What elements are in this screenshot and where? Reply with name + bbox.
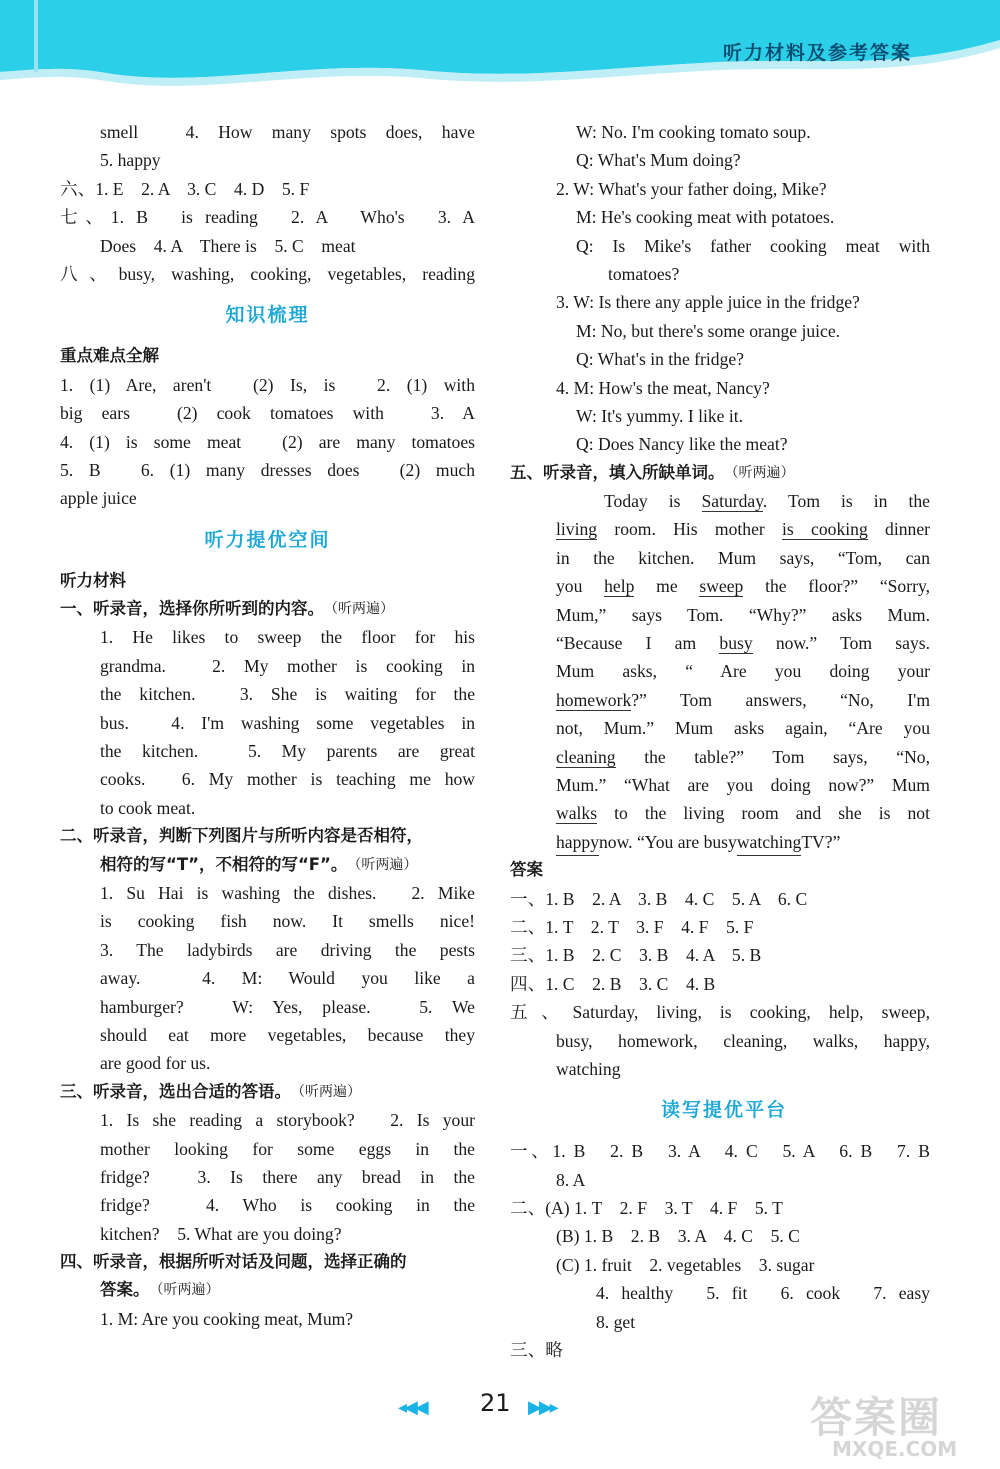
transcript-line: 1. Is she reading a storybook? 2. Is your [100, 1110, 475, 1131]
passage-line [556, 572, 930, 600]
transcript-line: 1. He likes to sweep the floor for his [100, 627, 475, 648]
passage-line [556, 487, 930, 515]
transcript-line: mother looking for some eggs in the [100, 1138, 475, 1159]
page-header [0, 0, 1000, 100]
question-heading [60, 1248, 475, 1276]
transcript-line: to cook meat. [100, 797, 196, 818]
watermark-text: 答案圈 [810, 1393, 943, 1442]
answer-line: 五、Saturday, living, is cooking, help, sweep, [510, 1002, 930, 1023]
answer-line: apple juice [60, 488, 137, 509]
answer-line: 1. (1) Are, aren't (2) Is, is 2. (1) with [60, 374, 475, 395]
answer-line: (C) 1. fruit 2. vegetables 3. sugar [556, 1254, 815, 1275]
answer-line: 4. (1) is some meat (2) are many tomatoes [60, 431, 475, 452]
question-heading [60, 1276, 475, 1304]
transcript-line: is cooking fish now. It smells nice! [100, 911, 475, 932]
question-heading-text: 一、听录音，选择你所听到的内容。 [60, 599, 324, 619]
cloze-passage [518, 487, 930, 856]
text: now.” Tom says. [752, 633, 930, 654]
question-heading-text: 三、听录音，选出合适的答语。 [60, 1081, 291, 1101]
passage-line: not, Mum.” Mum asks again, “Are you [556, 718, 930, 739]
filled-blank: homework [556, 689, 632, 710]
text: . Tom is in the [762, 491, 930, 512]
transcript-line: away. 4. M: Would you like a [100, 968, 475, 989]
dialog-line: 4. M: How's the meat, Nancy? [556, 377, 770, 398]
question-note: （听两遍） [149, 1282, 220, 1299]
dialog-line: Q: What's in the fridge? [576, 349, 744, 370]
filled-blank: living [556, 519, 598, 540]
transcript-line: should eat more vegetables, because they [100, 1024, 475, 1045]
dialog-line: W: No. I'm cooking tomato soup. [576, 122, 811, 142]
filled-blank: Saturday [701, 491, 763, 512]
filled-blank: cleaning [556, 746, 616, 767]
page-number: 21 [480, 1389, 511, 1417]
answer-line: watching [556, 1058, 621, 1079]
passage-line: Mum.” “What are you doing now?” Mum [556, 774, 930, 795]
answer-line: busy, homework, cleaning, walks, happy, [556, 1030, 930, 1051]
text: the floor?” “Sorry, [743, 576, 930, 597]
transcript-line: hamburger? W: Yes, please. 5. We [100, 996, 475, 1017]
filled-blank: sweep [699, 576, 744, 597]
answer-line: 四、1. C 2. B 3. C 4. B [510, 973, 716, 994]
text: the table?” Tom says, “No, [615, 746, 930, 767]
answer-line: 七、1. B is reading 2. A Who's 3. A [60, 207, 475, 228]
subsection-title: 听力材料 [60, 570, 126, 590]
transcript-line: 3. The ladybirds are driving the pests [100, 939, 475, 960]
dialog-line: 2. W: What's your father doing, Mike? [556, 178, 827, 199]
answer-line: 三、略 [510, 1340, 563, 1361]
header-title: 听力材料及参考答案 [722, 42, 912, 64]
transcript-line: kitchen? 5. What are you doing? [100, 1223, 342, 1244]
answer-line: (B) 1. B 2. B 3. A 4. C 5. C [556, 1226, 800, 1247]
dialog-line: Q: Is Mike's father cooking meat with [576, 235, 930, 256]
transcript-line: fridge? 4. Who is cooking in the [100, 1195, 475, 1216]
passage-line [556, 686, 930, 714]
arrow-left-icon: ◂◀◀ [398, 1397, 426, 1417]
dialog-line: tomatoes? [608, 263, 680, 284]
transcript-line: are good for us. [100, 1053, 211, 1074]
section-title-listening: 听力提优空间 [204, 528, 331, 551]
section-title-knowledge: 知识梳理 [225, 304, 310, 327]
filled-blank: happy [556, 828, 599, 856]
filled-blank: is cooking [782, 519, 868, 540]
dialog-line: M: No, but there's some orange juice. [576, 320, 841, 341]
answer-line: 5. B 6. (1) many dresses does (2) much [60, 459, 475, 480]
question-note: （听两遍） [724, 464, 795, 481]
section-title-reading-writing: 读写提优平台 [660, 1099, 787, 1122]
answer-line: 三、1. B 2. C 3. B 4. A 5. B [510, 945, 762, 966]
transcript-line: the kitchen. 3. She is waiting for the [100, 684, 475, 705]
text: ?” Tom answers, “No, I'm [631, 689, 930, 710]
answer-line: 二、(A) 1. T 2. F 3. T 4. F 5. T [510, 1198, 783, 1219]
filled-blank: help [604, 576, 635, 597]
text: room. His mother [597, 519, 783, 540]
passage-line: in the kitchen. Mum says, “Tom, can [556, 547, 930, 568]
dialog-line: Q: What's Mum doing? [576, 150, 741, 171]
question-note: （听两遍） [291, 1083, 361, 1100]
question-heading-text: 相符的写“T”，不相符的写“F”。 [100, 854, 348, 874]
answer-line: 8. A [556, 1169, 586, 1190]
question-heading [510, 459, 930, 487]
dialog-line: 3. W: Is there any apple juice in the fridge? [556, 292, 860, 313]
answer-line: 八、busy, washing, cooking, vegetables, reading [60, 263, 475, 284]
question-heading-text: 四、听录音，根据所听对话及问题，选择正确的 [60, 1252, 407, 1272]
text: me [634, 576, 700, 597]
transcript-line: cooks. 6. My mother is teaching me how [100, 769, 475, 790]
arrow-right-icon: ▶▶▸ [528, 1397, 556, 1417]
right-column [510, 118, 930, 1364]
passage-line [556, 799, 930, 827]
text: Today is [604, 491, 702, 512]
question-heading-text: 二、听录音，判断下列图片与所听内容是否相符， [60, 826, 423, 846]
passage-line: Mum,” says Tom. “Why?” asks Mum. [556, 604, 930, 625]
answer-line: 8. get [596, 1311, 636, 1332]
dialog-line: W: It's yummy. I like it. [576, 405, 744, 426]
passage-line [556, 515, 930, 543]
answer-line: 4. healthy 5. fit 6. cook 7. easy [596, 1283, 930, 1304]
watermark-url: MXQE.COM [832, 1437, 958, 1461]
question-heading-text: 五、听录音，填入所缺单词。 [510, 462, 725, 482]
answer-line: big ears (2) cook tomatoes with 3. A [60, 403, 475, 424]
question-heading [60, 851, 475, 879]
answer-line: 六、1. E 2. A 3. C 4. D 5. F [60, 178, 310, 199]
left-column [60, 118, 475, 1333]
watermark-logo [810, 1385, 995, 1465]
answer-line: Does 4. A There is 5. C meat [100, 235, 356, 256]
question-note: （听两遍） [324, 601, 394, 618]
filled-blank: busy [719, 633, 753, 654]
answers-title: 答案 [510, 860, 543, 880]
question-heading [60, 1078, 475, 1106]
dialog-line: Q: Does Nancy like the meat? [576, 434, 788, 455]
transcript-line: 1. Su Hai is washing the dishes. 2. Mike [100, 882, 475, 903]
transcript-line: the kitchen. 5. My parents are great [100, 741, 475, 762]
subsection-title: 重点难点全解 [60, 346, 159, 366]
text: “Because I am [556, 633, 720, 654]
text: you [556, 576, 605, 597]
filled-blank: walks [556, 803, 598, 824]
passage-line [556, 629, 930, 657]
text: now. “You are busy [599, 831, 737, 852]
answer-line: 一、1. B 2. A 3. B 4. C 5. A 6. C [510, 888, 808, 909]
dialog-line: M: He's cooking meat with potatoes. [576, 207, 835, 228]
transcript-line: 1. M: Are you cooking meat, Mum? [100, 1308, 354, 1329]
text: to the living room and she is not [597, 803, 930, 824]
question-heading [60, 595, 475, 623]
passage-line [556, 828, 930, 856]
transcript-line: bus. 4. I'm washing some vegetables in [100, 712, 475, 733]
transcript-line: grandma. 2. My mother is cooking in [100, 655, 475, 676]
question-heading [60, 822, 475, 850]
answer-line: smell 4. How many spots does, have [100, 122, 475, 142]
passage-line [556, 743, 930, 771]
question-note: （听两遍） [347, 856, 418, 873]
answer-line: 一、1. B 2. B 3. A 4. C 5. A 6. B 7. B [510, 1141, 930, 1162]
filled-blank: watching [737, 828, 802, 856]
answer-line: 5. happy [100, 150, 161, 171]
text: dinner [867, 519, 930, 540]
transcript-line: fridge? 3. Is there any bread in the [100, 1166, 475, 1187]
passage-line: Mum asks, “ Are you doing your [556, 661, 930, 682]
answer-line: 二、1. T 2. T 3. F 4. F 5. F [510, 916, 754, 937]
question-heading-text: 答案。 [100, 1280, 150, 1300]
text: TV?” [801, 831, 841, 852]
